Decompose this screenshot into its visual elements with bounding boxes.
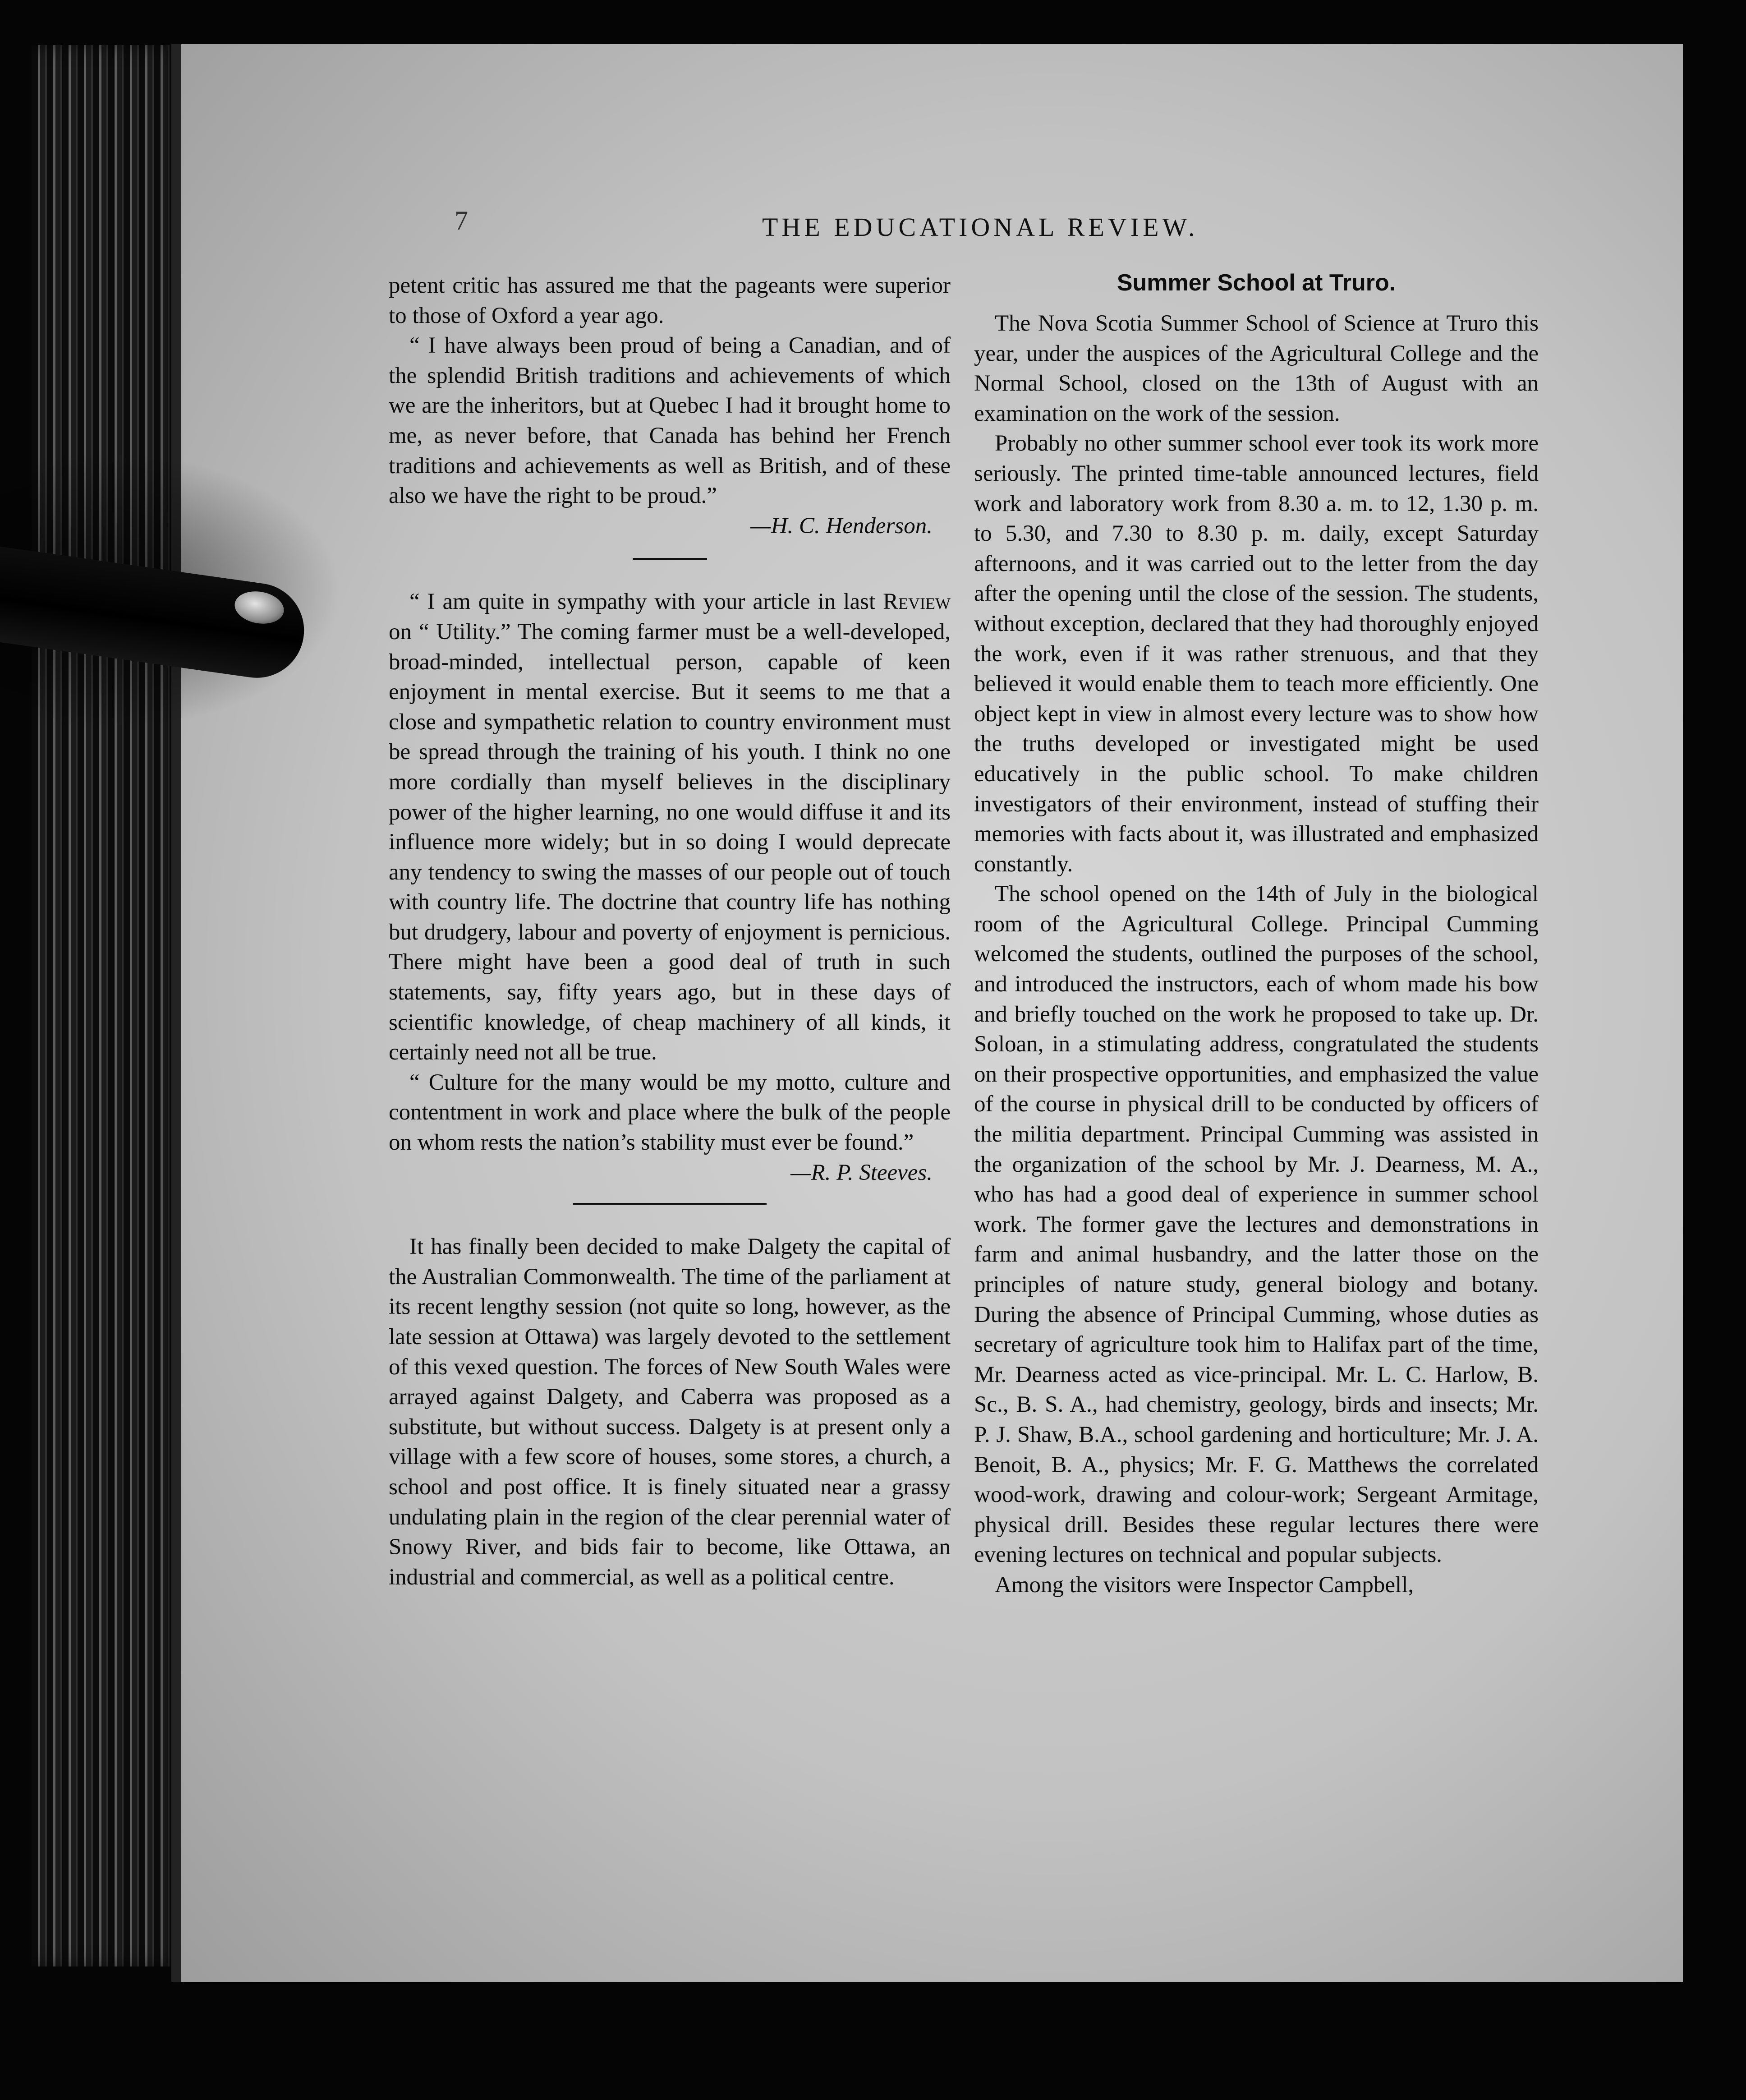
paragraph: Probably no other summer school ever took its work more seriously. The printed time-table announced lectures, field work and laboratory work from 8.30 a. m. to 12, 1.30 p. m. to 5.30, and 7.30 to 8.30 p. m. daily, except Saturday afternoons, and it was carried out to the letter from the day after the opening until the close of the session. The students, without exception, declared that they had thoroughly enjoyed the work, even if it was rather strenuous, and that they believed it would enable them to teach more efficiently. One object kept in view in almost every lecture was to show how the truths developed or investigated might be used educatively in the public school. To make children investigators of their environment, instead of stuffing their memories with facts about it, was illustrated and emphasized constantly. xyxy=(974,431,1539,877)
running-head: THE EDUCATIONAL REVIEW. xyxy=(762,212,1199,242)
book-page-edges xyxy=(32,45,185,1966)
paragraph: The school opened on the 14th of July in the biological room of the Agricultural College. Principal Cumming welcomed the students, outlined the purposes of the school, and introduced the instructors, each of whom made his bow and briefly touched on the work he proposed to take up. Dr. Soloan, in a stimulating address, congratulated the students on their prospective opportunities, and emphasized the value of the course in physical drill to be conducted by officers of the militia department. Principal Cumming was assisted in the organization of the school by Mr. J. Dearness, M. A., who has had a good deal of experience in summer school work. The former gave the lectures and demonstrations in farm and animal husbandry, and the latter those on the principles of nature study, general biology and botany. During the absence of Principal Cumming, whose duties as secretary of agriculture took him to Halifax part of the time, Mr. Dearness acted as vice-principal. Mr. L. C. Harlow, B. Sc., B. S. A., had chemistry, geology, birds and insects; Mr. P. J. Shaw, B.A., school gardening and horticulture; Mr. J. A. Benoit, B. A., physics; Mr. F. G. Matthews the correlated wood-work, drawing and colour-work; Sergeant Armitage, physical drill. Besides these regular lectures there were evening lectures on technical and popular subjects. xyxy=(974,881,1539,1568)
text-run: on “ Utility.” The coming farmer must be a well-developed, broad-minded, intellectual person, capable of keen enjoyment in mental exercise. But it seems to me that a close and sympathetic relation to country environment must be spread through the training of his youth. I think no one more cordially than myself believes in the disciplinary power of the higher learning, no one would diffuse it and its influence more widely; but in so doing I would deprecate any tendency to swing the masses of our people out of touch with country life. The doctrine that country life has nothing but drudgery, labour and poverty of enjoyment is pernicious. There might have been a good deal of truth in such statements, say, fifty years ago, but in these days of scientific knowledge, of cheap machinery of all kinds, it certainly need not all be true. xyxy=(389,619,951,1065)
review-name: Review xyxy=(883,589,951,615)
page-number-mark: 7 xyxy=(455,206,468,235)
paragraph: “ Culture for the many would be my motto, culture and contentment in work and place where the bulk of the people on whom rests the nation’s stability must ever be found.” xyxy=(389,1069,951,1156)
signature: —R. P. Steeves. xyxy=(790,1160,933,1185)
section-title: Summer School at Truro. xyxy=(1117,270,1396,296)
paragraph xyxy=(389,587,951,1068)
paragraph: “ I have always been proud of being a Canadian, and of the splendid British traditions and achievements of which we are the inheritors, but at Quebec I had it brought home to me, as never before, that Canada has behind her French traditions and achievements as well as British, and of these also we have the right to be proud.” xyxy=(389,333,951,509)
left-column xyxy=(389,271,951,1592)
paragraph: Among the visitors were Inspector Campbell, xyxy=(995,1572,1414,1598)
signature: —H. C. Henderson. xyxy=(750,513,933,539)
section-divider xyxy=(633,558,707,560)
paragraph: It has finally been decided to make Dalgety the capital of the Australian Commonwealth. The time of the parliament at its recent lengthy session (not quite so long, however, as the late session at Ottawa) was largely devoted to the settlement of this vexed question. The forces of New South Wales were arrayed against Dalgety, and Caberra was proposed as a substitute, but without success. Dalgety is at present only a village with a few score of houses, some stores, a church, a school and post office. It is finely situated near a grassy undulating plain in the region of the clear perennial water of Snowy River, and bids fair to become, like Ottawa, an industrial and commercial, as well as a political centre. xyxy=(389,1234,951,1590)
text-run: “ I am quite in sympathy with your article in last xyxy=(409,589,883,615)
paragraph: The Nova Scotia Summer School of Science at Truro this year, under the auspices of the Agricultural College and the Normal School, closed on the 13th of August with an examination on the work of the session. xyxy=(974,311,1539,426)
right-column xyxy=(974,267,1539,1600)
paragraph: petent critic has assured me that the pageants were superior to those of Oxford a year ago. xyxy=(389,273,951,328)
section-divider xyxy=(573,1203,767,1205)
